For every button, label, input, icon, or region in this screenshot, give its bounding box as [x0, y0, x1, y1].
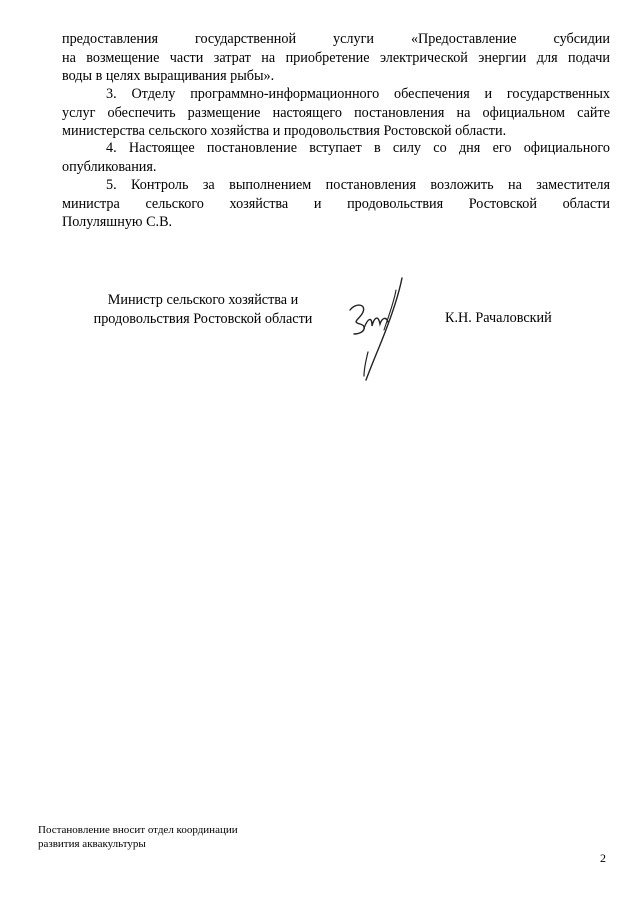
text-line: Полуляшную С.В.	[62, 214, 173, 231]
paragraph-continuation	[62, 30, 610, 86]
signatory-name: К.Н. Рачаловский	[445, 310, 552, 326]
text-line: услуг обеспечить размещение настоящего постановления на официальном сайте	[62, 104, 610, 121]
footer-note	[38, 823, 238, 851]
text-line: предоставления государственной услуги «Предоставление субсидии	[62, 31, 610, 47]
paragraph-item-5	[62, 176, 610, 232]
text-line: воды в целях выращивания рыбы».	[62, 68, 275, 85]
paragraph-item-3	[62, 85, 610, 141]
signatory-title	[62, 291, 344, 328]
paragraph-item-4	[62, 139, 610, 176]
signatory-title-line: продовольствия Ростовской области	[93, 310, 313, 327]
text-line: министерства сельского хозяйства и продовольствия Ростовской области.	[62, 123, 507, 140]
text-line: 5. Контроль за выполнением постановления возложить на заместителя	[106, 177, 610, 193]
text-line: 3. Отделу программно-информационного обеспечения и государственных	[106, 86, 610, 102]
handwritten-signature	[338, 268, 418, 388]
footer-line: Постановление вносит отдел координации	[38, 824, 238, 836]
footer-line: развития аквакультуры	[38, 838, 146, 850]
text-line: министра сельского хозяйства и продовольствия Ростовской области	[62, 195, 610, 212]
signatory-title-line: Министр сельского хозяйства и	[107, 292, 299, 308]
text-line: опубликования.	[62, 158, 157, 175]
page-number: 2	[600, 851, 606, 865]
text-line: на возмещение части затрат на приобретение электрической энергии для подачи	[62, 49, 610, 66]
text-line: 4. Настоящее постановление вступает в силу со дня его официального	[106, 140, 610, 156]
